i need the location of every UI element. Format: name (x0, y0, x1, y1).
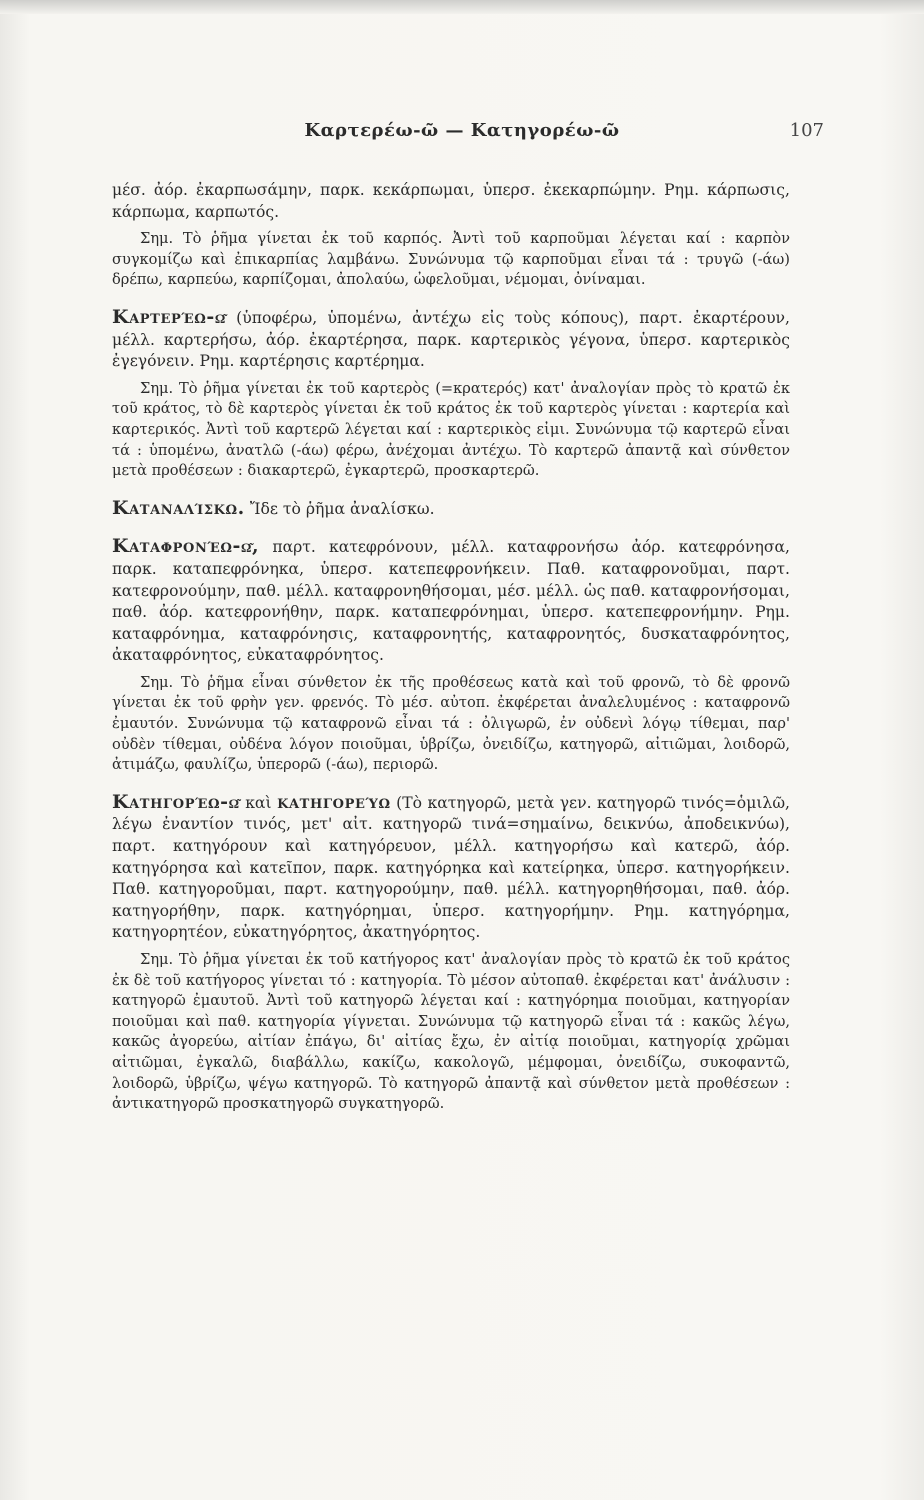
headword: Καταναλίσκω. (112, 496, 245, 519)
running-head: Καρτερέω-ῶ — Κατηγορέω-ῶ (304, 120, 620, 141)
entry-katanalisko (112, 498, 790, 521)
entry-body: παρτ. κατεφρόνουν, μέλλ. καταφρονήσω ἀόρ. κατεφρόνησα, παρκ. καταπεφρόνηκα, ὑπερσ. κατεπεφρονήκειν. Παθ. καταφρονοῦμαι, παρτ. κατεφρονούμην, παθ. μέλλ. καταφρονηθήσομαι, μέσ. μέλλ. ὡς παθ. καταφρονήσομαι, παθ. ἀόρ. κατεφρονήθην, παρκ. καταπεφρόνημαι, ὑπερσ. κατεπεφρονήμην. Ρημ. καταφρόνημα, καταφρόνησις, καταφρονητής, καταφρονητός, δυσκαταφρόνητος, ἀκαταφρόνητος, εὐκαταφρόνητος. (112, 538, 790, 665)
page-top-edge (0, 0, 924, 14)
headword: Κατηγορέω-ῶ (112, 790, 240, 813)
entry-body: (ὑποφέρω, ὑπομένω, ἀντέχω εἰς τοὺς κόπους), παρτ. ἐκαρτέρουν, μέλλ. καρτερήσω, ἀόρ. ἐκαρτέρησα, παρκ. καρτερικὸς γέγονα, ὑπερσ. καρτερικὸς ἐγεγόνειν. Ρημ. καρτέρησις καρτέρημα. (112, 308, 790, 371)
entry-paragraph (112, 536, 790, 667)
entry-body: (Τὸ κατηγορῶ, μετὰ γεν. κατηγορῶ τινός=ὁμιλῶ, λέγω ἐναντίον τινός, μετ' αἰτ. κατηγορῶ τινά=σημαίνω, δεικνύω, ἀποδεικνύω), παρτ. κατηγόρουν καὶ κατηγόρευον, μέλλ. κατηγορήσω καὶ κατερῶ, ἀόρ. κατηγόρησα καὶ κατεῖπον, παρκ. κατηγόρηκα καὶ κατείρηκα, ὑπερσ. κατηγορήκειν. Παθ. κατηγοροῦμαι, παρτ. κατηγορούμην, παθ. μέλλ. κατηγορηθήσομαι, παθ. ἀόρ. κατηγορήθην, παρκ. κατηγόρημαι, ὑπερσ. κατηγορήμην. Ρημ. κατηγόρημα, κατηγορητέον, εὐκατηγόρητος, ἀκατηγόρητος. (112, 793, 790, 942)
headword: Καρτερέω-ῶ (112, 305, 226, 328)
entry-kategoreo (112, 792, 790, 1115)
entry-body: Ἴδε τὸ ῥῆμα ἀναλίσκω. (249, 499, 435, 518)
entry-paragraph (112, 307, 790, 373)
entry-note: Σημ. Τὸ ῥῆμα γίνεται ἐκ τοῦ καρπός. Ἀντὶ τοῦ καρποῦμαι λέγεται καί : καρπὸν συγκομίζω καὶ ἐπικαρπίας λαμβάνω. Συνώνυμα τῷ καρποῦμαι εἶναι τά : τρυγῶ (-άω) δρέπω, καρπεύω, καρπίζομαι, ἀπολαύω, ὠφελοῦμαι, νέμομαι, ὀνίναμαι. (112, 230, 790, 289)
entry-note: Σημ. Τὸ ῥῆμα γίνεται ἐκ τοῦ καρτερὸς (=κρατερός) κατ' ἀναλογίαν πρὸς τὸ κρατῶ ἐκ τοῦ κράτος, τὸ δὲ καρτερὸς γίνεται ἐκ τοῦ κράτος ἐκ τοῦ καρτερὸς γίνεται : καρτερία καὶ καρτερικός. Ἀντὶ τοῦ καρτερῶ λέγεται καί : καρτερικὸς εἰμι. Συνώνυμα τῷ καρτερῶ εἶναι τά : ὑπομένω, ἀνατλῶ (-άω) φέρω, ἀνέχομαι ἀντέχω. Τὸ καρτερῶ ἀπαντᾷ καὶ σύνθετον μετὰ προθέσεων : διακαρτερῶ, ἐγκαρτερῶ, προσκαρτερῶ. (112, 379, 790, 480)
entry-karpoomai-continuation (112, 180, 790, 291)
entry-note: Σημ. Τὸ ῥῆμα εἶναι σύνθετον ἐκ τῆς προθέσεως κατὰ καὶ τοῦ φρονῶ, τὸ δὲ φρονῶ γίνεται ἐκ τοῦ φρὴν γεν. φρενός. Τὸ μέσ. αὐτοπ. ἐκφέρεται ἀναλελυμένος : καταφρονῶ ἐμαυτόν. Συνώνυμα τῷ καταφρονῶ εἶναι τά : ὀλιγωρῶ, ἐν οὐδενὶ λόγῳ τίθεμαι, παρ' οὐδὲν τίθεμαι, οὐδένα λόγον ποιοῦμαι, ὑβρίζω, ὀνειδίζω, κατηγορῶ, αἰτιῶμαι, λοιδορῶ, ἀτιμάζω, φαυλίζω, ὑπερορῶ (-άω), περιορῶ. (112, 673, 790, 774)
entry-paragraph (112, 792, 790, 944)
entry-kataphroneo (112, 536, 790, 776)
page-number: 107 (789, 120, 824, 141)
entry-paragraph (112, 498, 790, 521)
page-header (0, 120, 924, 150)
dictionary-content (112, 180, 790, 1131)
entry-body: μέσ. ἀόρ. ἐκαρπωσάμην, παρκ. κεκάρπωμαι, ὑπερσ. ἐκεκαρπώμην. Ρημ. κάρπωσις, κάρπωμα, καρπωτός. (112, 181, 790, 221)
headword-secondary: κατηγορεύω (277, 790, 391, 813)
entry-note: Σημ. Τὸ ῥῆμα γίνεται ἐκ τοῦ κατήγορος κατ' ἀναλογίαν πρὸς τὸ κρατῶ ἐκ τοῦ κράτος ἐκ δὲ τοῦ κατήγορος γίνεται τό : κατηγορία. Τὸ μέσον αὐτοπαθ. ἐκφέρεται κατ' ἀνάλυσιν : κατηγορῶ ἐμαυτοῦ. Ἀντὶ τοῦ κατηγορῶ λέγεται καί : κατηγόρημα ποιοῦμαι, κατηγορίαν ποιοῦμαι καὶ παθ. κατηγορία γίγνεται. Συνώνυμα τῷ κατηγορῶ εἶναι τά : κακῶς λέγω, κακῶς ἀγορεύω, αἰτίαν ἐπάγω, δι' αἰτίας ἔχω, ἐν αἰτίᾳ ποιοῦμαι, κατηγορίᾳ χρῶμαι αἰτιῶμαι, ἐγκαλῶ, διαβάλλω, κακίζω, κακολογῶ, μέμφομαι, ὀνειδίζω, συκοφαντῶ, λοιδορῶ, ὑβρίζω, ψέγω κατηγορῶ. Τὸ κατηγορῶ ἀπαντᾷ καὶ σύνθετον μετὰ προθέσεων : ἀντικατηγορῶ προσκατηγορῶ συγκατηγορῶ. (112, 951, 790, 1113)
headword-join: καὶ (245, 793, 272, 812)
headword: Καταφρονέω-ῶ, (112, 535, 260, 558)
entry-kartereo (112, 307, 790, 482)
